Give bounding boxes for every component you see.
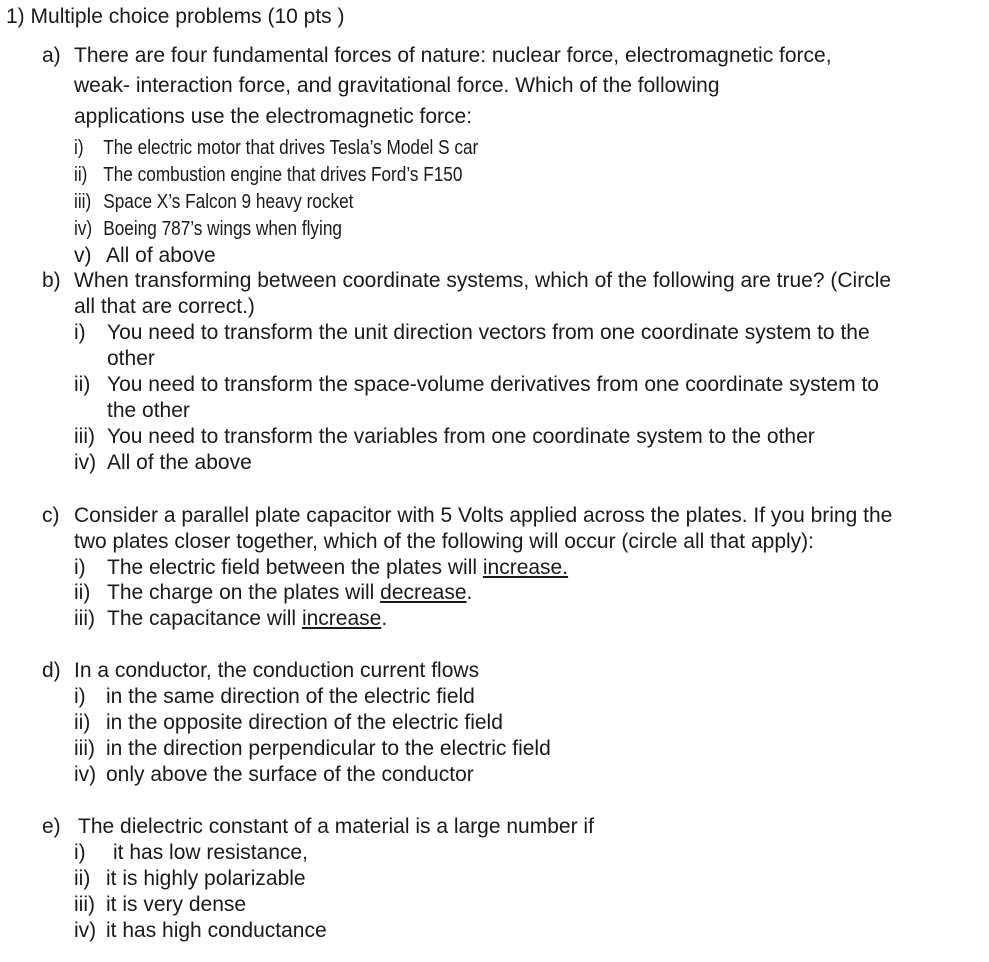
question-b-option-continuation: the other (107, 399, 190, 422)
question-e-option: iii) it is very dense (74, 893, 247, 916)
emphasis-underline: decrease (380, 581, 467, 604)
question-e-option: iv) it has high conductance (74, 919, 327, 942)
question-b-option: i) You need to transform the unit direction vectors from one coordinate system to the (74, 321, 870, 344)
question-a-prompt-line-2: weak- interaction force, and gravitational force. Which of the following (74, 74, 720, 97)
question-d-letter: d) (42, 659, 61, 682)
section-heading (6, 4, 345, 30)
question-c-letter: c) (42, 504, 60, 527)
question-b-letter: b) (42, 269, 61, 292)
question-c-option: iii) The capacitance will increase. (74, 607, 388, 630)
question-a-option: v) All of above (74, 244, 216, 267)
question-d-option: ii) in the opposite direction of the electric field (74, 711, 503, 734)
question-b-option-continuation: other (107, 347, 155, 370)
question-d-option: iii) in the direction perpendicular to the electric field (74, 737, 551, 760)
question-e-option: i) it has low resistance, (74, 841, 308, 864)
question-e-prompt-line-1: The dielectric constant of a material is a large number if (78, 815, 594, 838)
question-b-prompt-line-1: When transforming between coordinate systems, which of the following are true? (Circle (74, 269, 892, 292)
question-c-prompt-line-2: two plates closer together, which of the following will occur (circle all that apply): (74, 530, 815, 553)
question-c-option: ii) The charge on the plates will decrease. (74, 581, 473, 604)
question-d-option: iv) only above the surface of the conductor (74, 763, 474, 786)
emphasis-underline: increase. (482, 556, 569, 579)
question-e-option: ii) it is highly polarizable (74, 867, 306, 890)
question-d-prompt-line-1: In a conductor, the conduction current flows (74, 659, 480, 682)
question-a-prompt-line-1: There are four fundamental forces of nature: nuclear force, electromagnetic force, (74, 44, 832, 67)
question-a-option: i) The electric motor that drives Tesla’s Model S car (74, 137, 479, 159)
question-b-option: ii) You need to transform the space-volume derivatives from one coordinate system to (74, 373, 879, 396)
emphasis-underline: increase (301, 607, 382, 630)
question-a-letter: a) (42, 44, 61, 67)
question-d-option: i) in the same direction of the electric field (74, 685, 475, 708)
question-e-letter: e) (42, 815, 61, 838)
question-b-prompt-line-2: all that are correct.) (74, 295, 255, 318)
question-a-prompt-line-3: applications use the electromagnetic force: (74, 105, 473, 128)
heading-text: Multiple choice problems (10 pts ) (30, 5, 345, 28)
question-c-prompt-line-1: Consider a parallel plate capacitor with 5 Volts applied across the plates. If you bring the (74, 504, 893, 527)
heading-number: 1) (6, 5, 25, 28)
question-b-option: iv) All of the above (74, 451, 252, 474)
question-c-option: i) The electric field between the plates will increase. (74, 556, 569, 579)
question-a-option: iii) Space X’s Falcon 9 heavy rocket (74, 191, 354, 213)
question-a-option: ii) The combustion engine that drives Ford’s F150 (74, 164, 463, 186)
question-b-option: iii) You need to transform the variables from one coordinate system to the other (74, 425, 815, 448)
question-a-option: iv) Boeing 787’s wings when flying (74, 218, 342, 240)
